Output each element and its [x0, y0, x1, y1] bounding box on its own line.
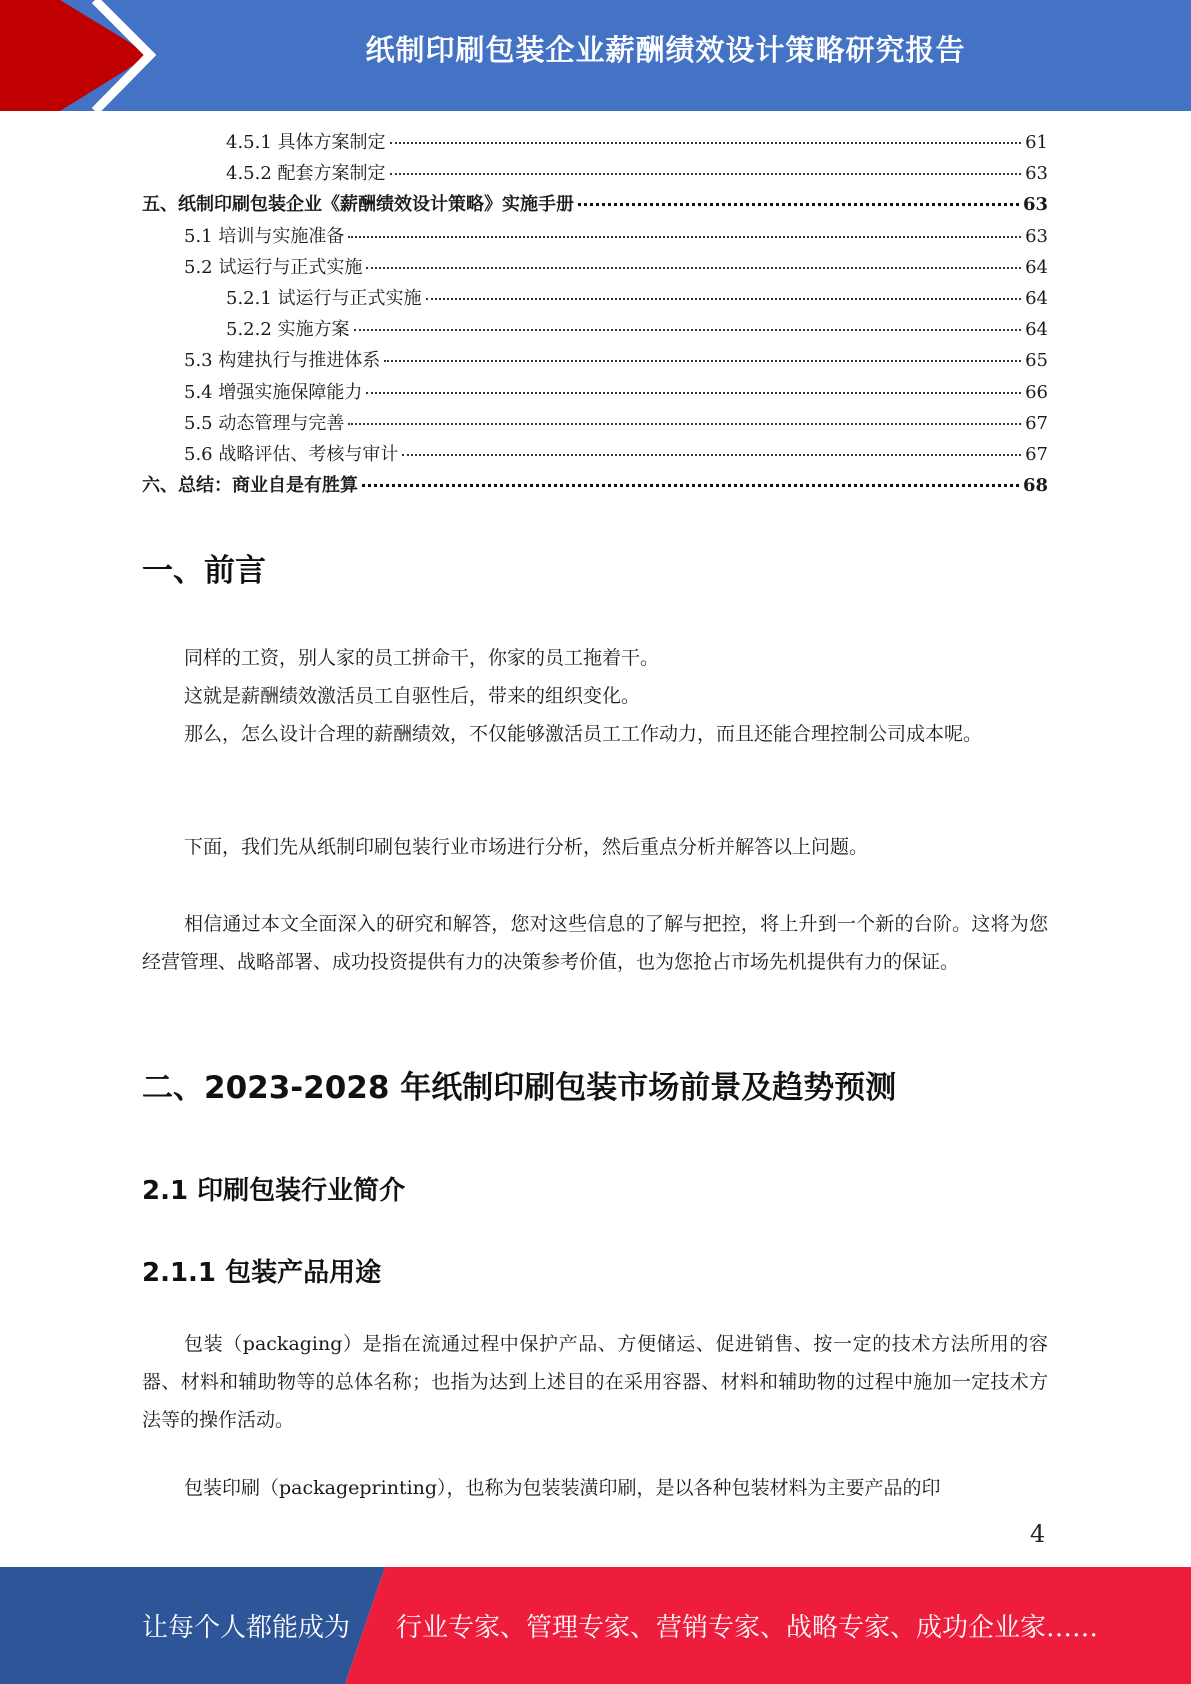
toc-entry[interactable] — [142, 190, 1048, 221]
toc-entry-title: 5.2.2 实施方案 — [226, 319, 350, 341]
toc-dot-leader — [390, 142, 1022, 144]
section-heading-preface: 一、前言 — [142, 553, 266, 589]
toc-entry-page: 63 — [1025, 163, 1048, 185]
toc-dot-leader — [348, 236, 1021, 238]
toc-entry-title: 5.2 试运行与正式实施 — [184, 256, 363, 278]
toc-entry[interactable] — [142, 315, 1048, 346]
toc-dot-leader — [348, 423, 1021, 425]
paragraph: 相信通过本文全面深入的研究和解答，您对这些信息的了解与把控，将上升到一个新的台阶。这将为您经营管理、战略部署、成功投资提供有力的决策参考价值，也为您抢占市场先机提供有力的保证。 — [142, 913, 1048, 973]
toc-entry-page: 64 — [1025, 319, 1048, 341]
footer-banner — [0, 1567, 1191, 1684]
paragraph: 那么，怎么设计合理的薪酬绩效，不仅能够激活员工工作动力，而且还能合理控制公司成本呢。 — [184, 723, 983, 745]
toc-dot-leader — [390, 173, 1022, 175]
toc-entry-title: 五、纸制印刷包装企业《薪酬绩效设计策略》实施手册 — [142, 194, 574, 216]
toc-entry[interactable] — [142, 440, 1048, 471]
toc-dot-leader — [426, 298, 1022, 300]
paragraph: 同样的工资，别人家的员工拼命干，你家的员工拖着干。 — [184, 647, 660, 669]
toc-dot-leader — [354, 329, 1022, 331]
toc-entry-page: 63 — [1022, 194, 1048, 216]
toc-entry[interactable] — [142, 222, 1048, 253]
toc-entry-title: 5.5 动态管理与完善 — [184, 412, 345, 434]
toc-entry[interactable] — [142, 471, 1048, 502]
toc-entry[interactable] — [142, 346, 1048, 377]
subsection-heading: 2.1.1 包装产品用途 — [142, 1258, 382, 1288]
toc-entry-page: 63 — [1025, 225, 1048, 247]
toc-entry-title: 六、总结：商业自是有胜算 — [142, 475, 358, 497]
toc-dot-leader — [384, 360, 1021, 362]
toc-entry-title: 5.3 构建执行与推进体系 — [184, 350, 381, 372]
toc-entry-page: 67 — [1025, 412, 1048, 434]
header-banner — [0, 0, 1191, 111]
toc-entry-page: 67 — [1025, 443, 1048, 465]
footer-slogan-left: 让每个人都能成为 — [142, 1613, 351, 1643]
toc-entry-title: 5.2.1 试运行与正式实施 — [226, 287, 422, 309]
toc-entry-title: 5.1 培训与实施准备 — [184, 225, 345, 247]
toc-dot-leader — [366, 267, 1021, 269]
toc-entry-title: 4.5.1 具体方案制定 — [226, 132, 386, 153]
report-title: 纸制印刷包装企业薪酬绩效设计策略研究报告 — [365, 33, 966, 67]
toc-entry-title: 5.4 增强实施保障能力 — [184, 381, 363, 403]
toc-entry-page: 64 — [1025, 256, 1048, 278]
table-of-contents — [142, 128, 1048, 502]
section-heading-market-outlook: 二、2023-2028 年纸制印刷包装市场前景及趋势预测 — [142, 1070, 897, 1106]
toc-entry[interactable] — [142, 253, 1048, 284]
toc-dot-leader — [362, 484, 1019, 487]
page-number: 4 — [1030, 1520, 1046, 1548]
toc-entry[interactable] — [142, 284, 1048, 315]
toc-entry-page: 64 — [1025, 287, 1048, 309]
toc-entry[interactable] — [142, 378, 1048, 409]
paragraph: 这就是薪酬绩效激活员工自驱性后，带来的组织变化。 — [184, 685, 641, 707]
toc-entry-page: 65 — [1025, 350, 1048, 372]
toc-entry-page: 66 — [1025, 381, 1048, 403]
toc-dot-leader — [366, 392, 1021, 394]
toc-dot-leader — [402, 454, 1021, 456]
toc-entry[interactable] — [142, 159, 1048, 190]
toc-entry-page: 68 — [1022, 475, 1048, 497]
paragraph: 包装印刷（packageprinting），也称为包装装潢印刷，是以各种包装材料为主要产品的印 — [184, 1477, 941, 1499]
toc-entry-title: 5.6 战略评估、考核与审计 — [184, 443, 399, 465]
toc-entry[interactable] — [142, 128, 1048, 159]
subsection-heading: 2.1 印刷包装行业简介 — [142, 1176, 406, 1206]
toc-entry[interactable] — [142, 409, 1048, 440]
toc-dot-leader — [578, 203, 1019, 206]
toc-entry-title: 4.5.2 配套方案制定 — [226, 163, 386, 185]
paragraph: 下面，我们先从纸制印刷包装行业市场进行分析，然后重点分析并解答以上问题。 — [184, 836, 869, 858]
paragraph: 包装（packaging）是指在流通过程中保护产品、方便储运、促进销售、按一定的技术方法所用的容器、材料和辅助物等的总体名称；也指为达到上述目的在采用容器、材料和辅助物的过程中施加一定技术方法等的操作活动。 — [142, 1333, 1048, 1431]
footer-slogan-right: 行业专家、管理专家、营销专家、战略专家、成功企业家…… — [396, 1613, 1099, 1643]
toc-entry-page: 61 — [1025, 132, 1048, 153]
